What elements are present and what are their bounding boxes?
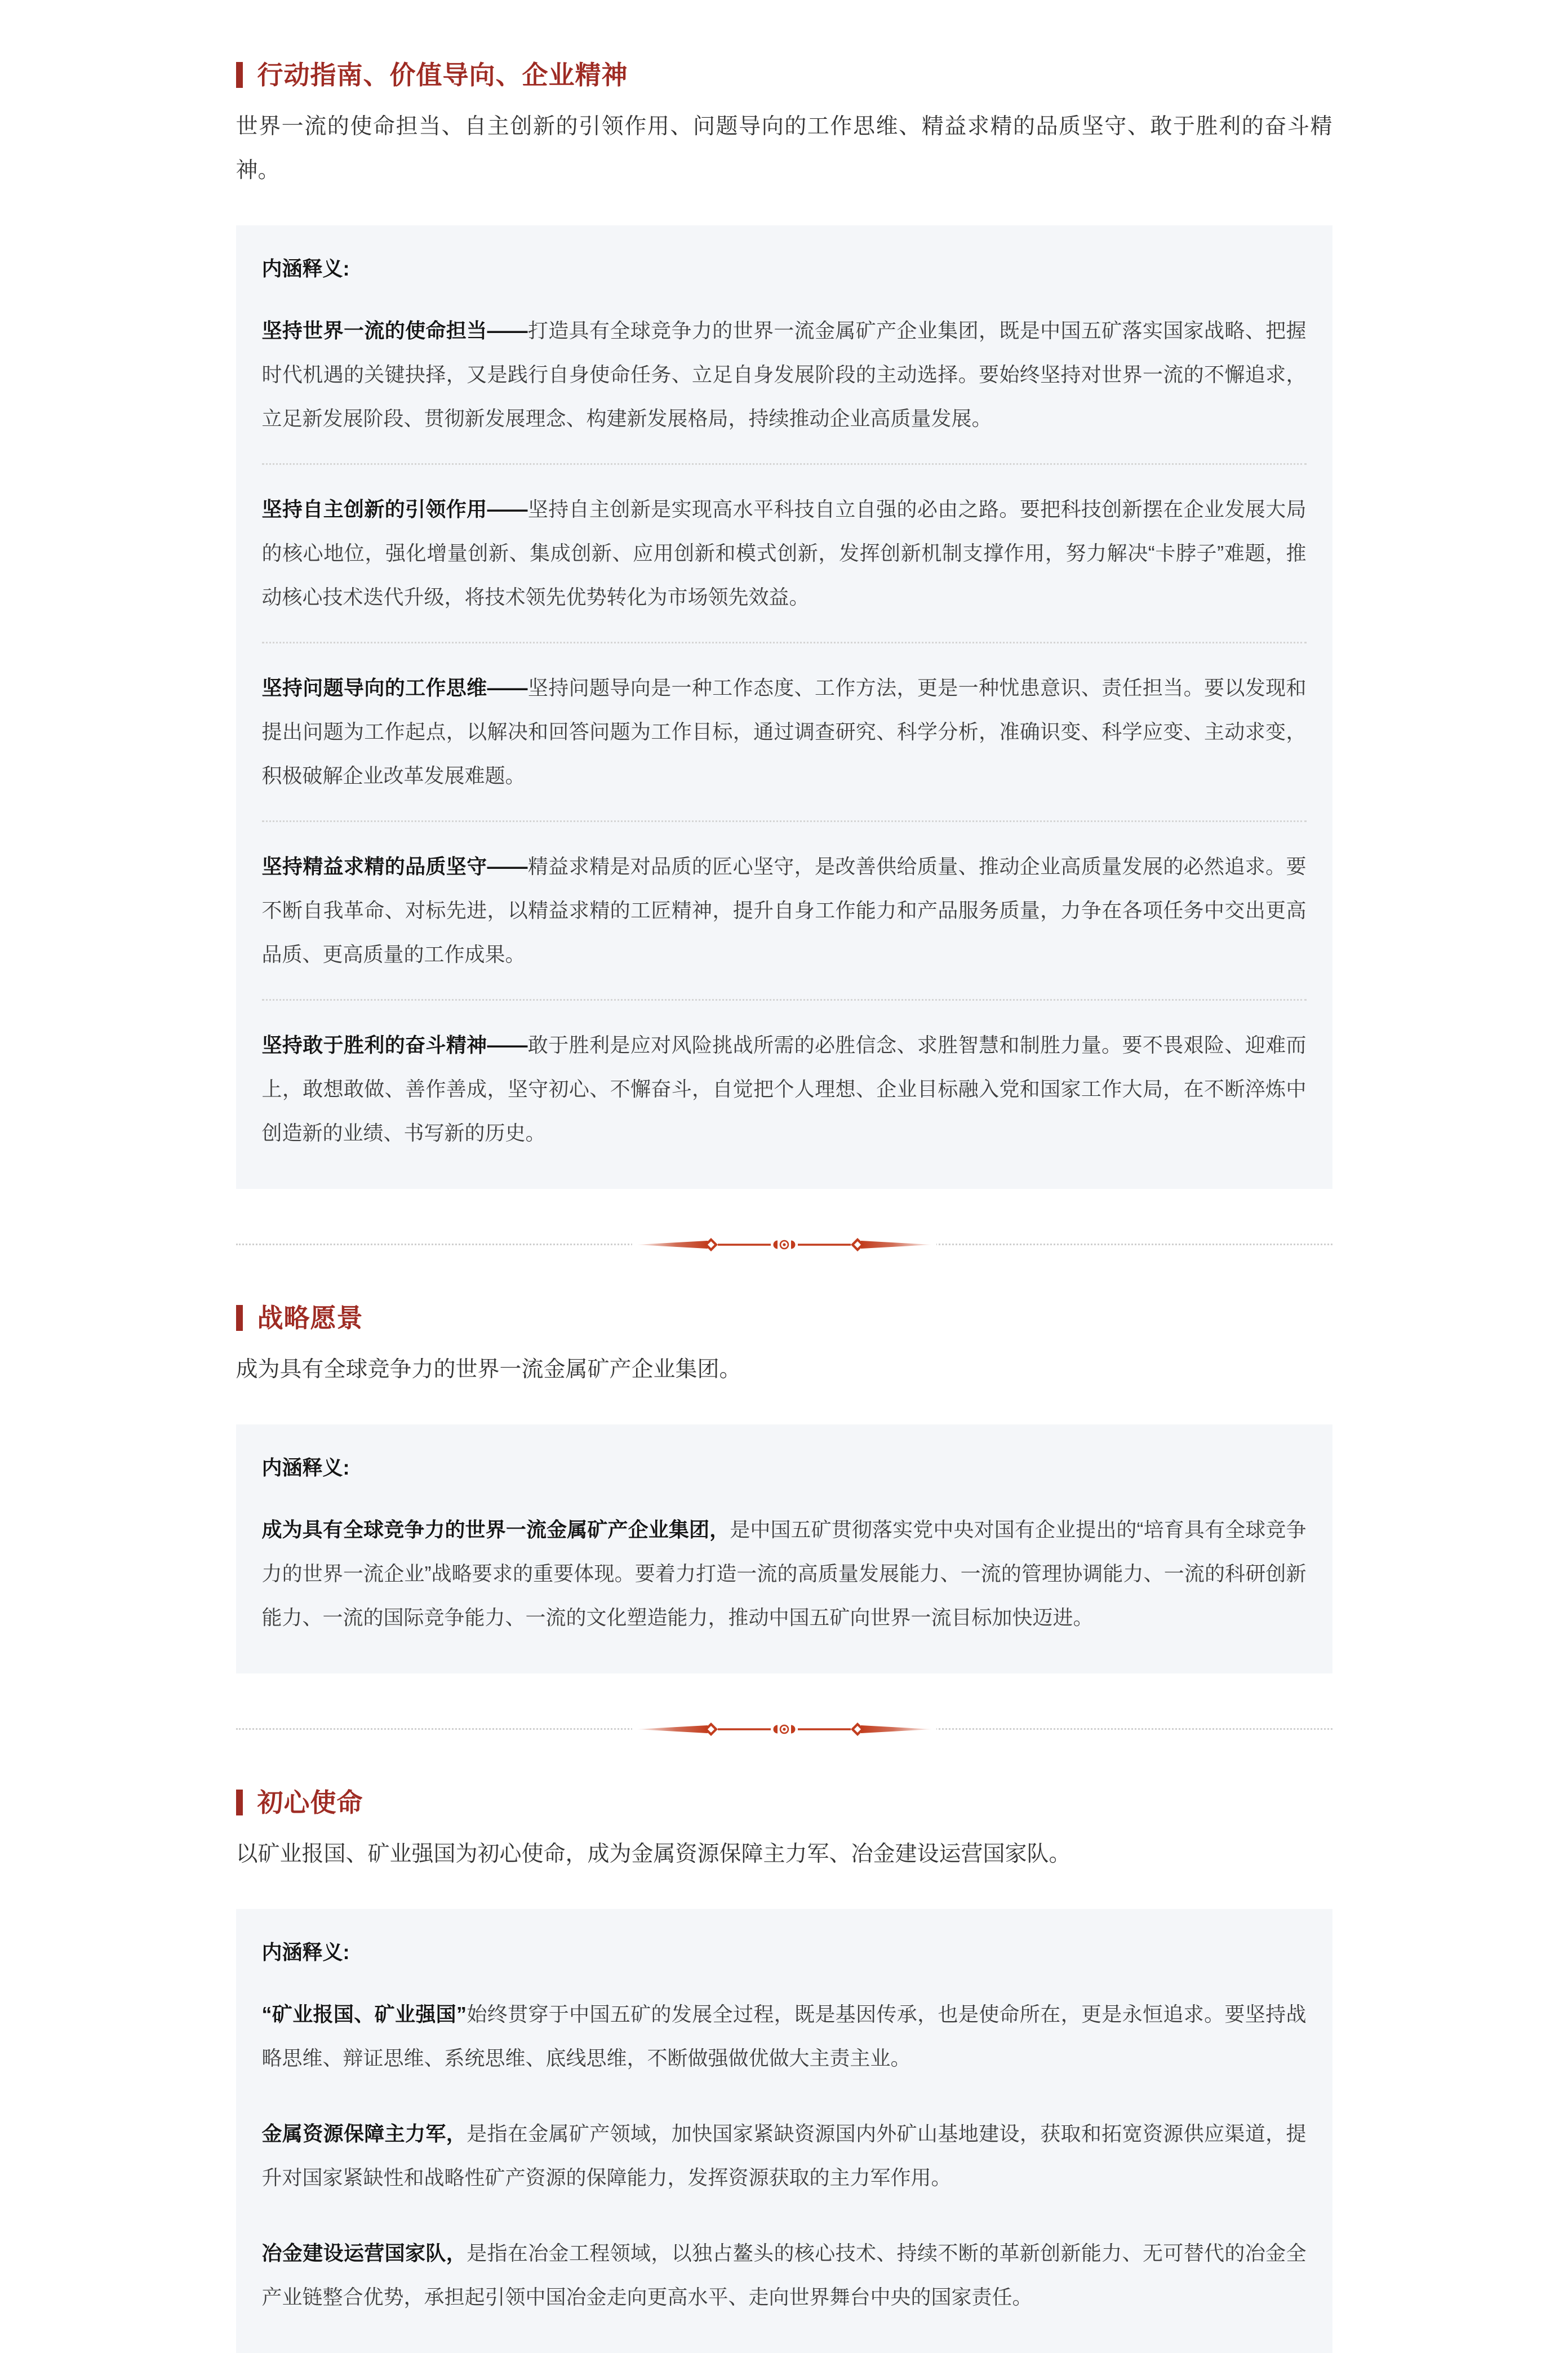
section-divider xyxy=(236,1722,1332,1737)
interpretation-box xyxy=(236,1909,1332,2353)
interpretation-box xyxy=(236,225,1332,1189)
section-accent-bar xyxy=(236,62,243,88)
section-divider xyxy=(236,1237,1332,1252)
paragraph-divider xyxy=(262,642,1307,643)
box-heading: 内涵释义: xyxy=(261,1941,350,1964)
section-title: 初心使命 xyxy=(257,1788,363,1817)
section-action-guide xyxy=(236,62,1332,1189)
divider-ornament-icon xyxy=(632,1237,936,1252)
paragraph-text: 是指在冶金工程领域，以独占鳌头的核心技术、持续不断的革新创新能力、无可替代的冶金全产业链整合优势，承担起引领中国冶金走向更高水平、走向世界舞台中央的国家责任。 xyxy=(261,2241,1307,2308)
box-heading: 内涵释义: xyxy=(261,1456,350,1479)
box-paragraph xyxy=(262,666,1307,798)
interpretation-box xyxy=(236,1424,1332,1673)
paragraph-text: 是中国五矿贯彻落实党中央对国有企业提出的“培育具有全球竞争力的世界一流企业”战略要求的重要体现。要着力打造一流的高质量发展能力、一流的管理协调能力、一流的科研创新能力、一流的国际竞争能力、一流的文化塑造能力，推动中国五矿向世界一流目标加快迈进。 xyxy=(261,1518,1307,1629)
section-title: 行动指南、价值导向、企业精神 xyxy=(257,60,628,90)
paragraph-text: 坚持自主创新是实现高水平科技自立自强的必由之路。要把科技创新摆在企业发展大局的核心地位，强化增量创新、集成创新、应用创新和模式创新，发挥创新机制支撑作用，努力解决“卡脖子”难题，推动核心技术迭代升级，将技术领先优势转化为市场领先效益。 xyxy=(261,498,1307,609)
box-paragraph xyxy=(262,2112,1307,2200)
section-original-mission xyxy=(236,1790,1332,2353)
section-accent-bar xyxy=(236,1305,243,1331)
box-heading: 内涵释义: xyxy=(261,257,350,280)
box-paragraph xyxy=(262,845,1307,976)
section-lede: 成为具有全球竞争力的世界一流金属矿产企业集团。 xyxy=(236,1357,741,1382)
section-accent-bar xyxy=(236,1790,243,1815)
paragraph-lead: 成为具有全球竞争力的世界一流金属矿产企业集团， xyxy=(261,1518,730,1541)
paragraph-divider xyxy=(262,999,1307,1001)
paragraph-text: 打造具有全球竞争力的世界一流金属矿产企业集团，既是中国五矿落实国家战略、把握时代机遇的关键抉择，又是践行自身使命任务、立足自身发展阶段的主动选择。要始终坚持对世界一流的不懈追求，立足新发展阶段、贯彻新发展理念、构建新发展格局，持续推动企业高质量发展。 xyxy=(261,319,1307,430)
section-header xyxy=(236,62,1332,88)
section-title: 战略愿景 xyxy=(257,1303,363,1333)
section-header xyxy=(236,1305,1332,1331)
paragraph-lead: 坚持世界一流的使命担当—— xyxy=(261,319,528,342)
paragraph-divider xyxy=(262,463,1307,465)
paragraph-divider xyxy=(262,820,1307,822)
paragraph-lead: 金属资源保障主力军， xyxy=(261,2122,467,2145)
section-lede: 世界一流的使命担当、自主创新的引领作用、问题导向的工作思维、精益求精的品质坚守、敢于胜利的奋斗精神。 xyxy=(236,114,1332,183)
paragraph-lead: 坚持精益求精的品质坚守—— xyxy=(261,855,528,878)
paragraph-lead: 坚持自主创新的引领作用—— xyxy=(261,498,528,521)
paragraph-lead: 坚持敢于胜利的奋斗精神—— xyxy=(261,1033,528,1056)
box-paragraph xyxy=(262,1992,1307,2080)
page xyxy=(236,0,1332,2353)
box-paragraph xyxy=(262,2231,1307,2319)
paragraph-text: 精益求精是对品质的匠心坚守，是改善供给质量、推动企业高质量发展的必然追求。要不断自我革命、对标先进，以精益求精的工匠精神，提升自身工作能力和产品服务质量，力争在各项任务中交出更高品质、更高质量的工作成果。 xyxy=(261,855,1307,966)
section-header xyxy=(236,1790,1332,1815)
paragraph-text: 坚持问题导向是一种工作态度、工作方法，更是一种忧患意识、责任担当。要以发现和提出问题为工作起点，以解决和回答问题为工作目标，通过调查研究、科学分析，准确识变、科学应变、主动求变，积极破解企业改革发展难题。 xyxy=(261,676,1307,787)
divider-ornament-icon xyxy=(632,1722,936,1737)
paragraph-lead: “矿业报国、矿业强国” xyxy=(261,2003,467,2026)
paragraph-text: 始终贯穿于中国五矿的发展全过程，既是基因传承，也是使命所在，更是永恒追求。要坚持战略思维、辩证思维、系统思维、底线思维，不断做强做优做大主责主业。 xyxy=(261,2003,1307,2070)
paragraph-text: 是指在金属矿产领域，加快国家紧缺资源国内外矿山基地建设，获取和拓宽资源供应渠道，提升对国家紧缺性和战略性矿产资源的保障能力，发挥资源获取的主力军作用。 xyxy=(261,2122,1307,2189)
section-lede: 以矿业报国、矿业强国为初心使命，成为金属资源保障主力军、冶金建设运营国家队。 xyxy=(236,1842,1071,1866)
box-paragraph xyxy=(262,1508,1307,1640)
paragraph-lead: 冶金建设运营国家队， xyxy=(261,2241,467,2265)
paragraph-lead: 坚持问题导向的工作思维—— xyxy=(261,676,528,699)
box-paragraph xyxy=(262,309,1307,441)
box-paragraph xyxy=(262,1023,1307,1155)
paragraph-text: 敢于胜利是应对风险挑战所需的必胜信念、求胜智慧和制胜力量。要不畏艰险、迎难而上，敢想敢做、善作善成，坚守初心、不懈奋斗，自觉把个人理想、企业目标融入党和国家工作大局，在不断淬炼中创造新的业绩、书写新的历史。 xyxy=(261,1033,1307,1144)
section-strategic-vision xyxy=(236,1305,1332,1673)
box-paragraph xyxy=(262,487,1307,619)
